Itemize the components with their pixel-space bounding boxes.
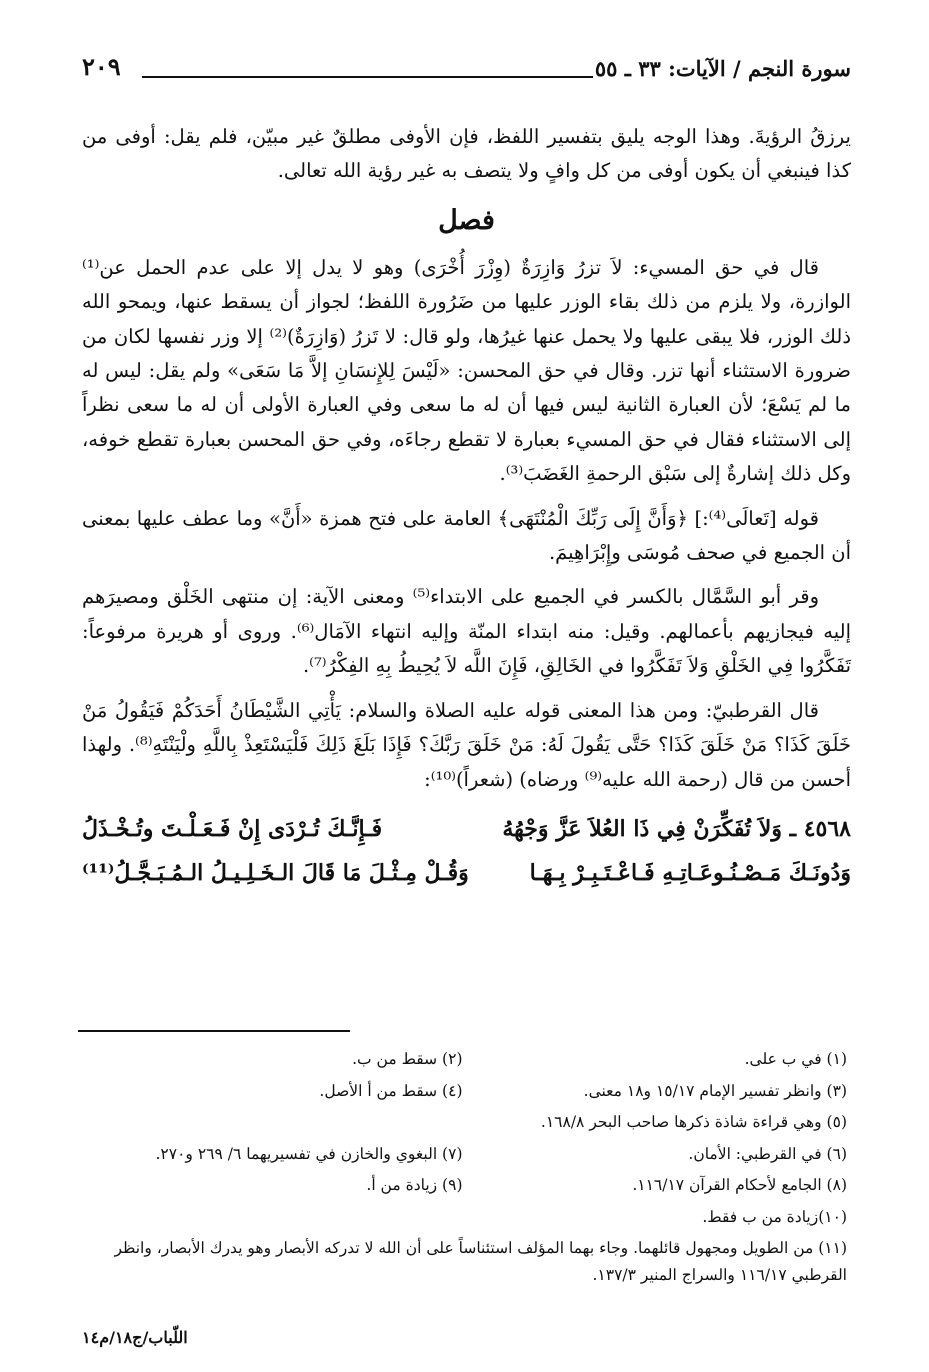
verse-hemistich-1a bbox=[502, 807, 851, 851]
paragraph-3: وقر أبو السَّمَّال بالكسر في الجميع على الابتداء⁽⁵⁾ ومعنى الآية: إن منتهى الخَلْق ومصيرَهم إليه فيجازيهم بأعمالهم. وقيل: منه ابتداء المنّة وإليه انتهاء الآمَال⁽⁶⁾. وروى أو هريرة مرفوعاً: تَفَكَّرُوا فِي الخَلْقِ وَلاَ تَفَكَّرُوا في الخَالِقِ، فَإِنَ اللَّه لاَ يُحِيطُ بِهِ الفِكْرُ⁽⁷⁾. bbox=[82, 585, 852, 678]
footnote-separator bbox=[78, 1030, 350, 1032]
verse-text-1a: وَلاَ تُفَكِّرَنْ فِي ذَا العُلاَ عَزَّ وَجْهُهُ bbox=[502, 815, 782, 842]
paragraph-1: قال في حق المسيء: لاَ تزرُ وَازِرَةٌ (وِزْرَ أُخْرَى) وهو لا يدل إلا على عدم الحمل عن⁽¹⁾ الوازرة، ولا يلزم من ذلك بقاء الوزر عليها من ضَرُورة اللفظ؛ لجواز أن يسقط عنها، ويمحو الله ذلك الوزر، فلا يبقى عليها ولا يحمل عنها غيرُها، ولو قال: لا تَزرُ (وَازِرَةٌ)⁽²⁾ إلا وزر نفسها لكان من ضرورة الاستثناء أنها تزر. وقال في حق المحسن: «لَيْسَ لِلإِنسَانِ إلاَّ مَا سَعَى» ولم يقل: ليس له ما لم يَسْعَ؛ لأن العبارة الثانية ليس فيها أن له ما سعى وفي العبارة الأولى أن له ما سعى نظراً إلى الاستثناء فقال في حق المسيء بعبارة لا تقطع رجاءَه، وفي حق المحسن بعبارة تقطع خوفه، وكل ذلك إشارةٌ إلى سَبْق الرحمةِ الغَضَبَ⁽³⁾. bbox=[82, 255, 851, 486]
verse-line-1 bbox=[82, 807, 851, 851]
footnote-8: (٨) الجامع لأحكام القرآن ١١٦/١٧. bbox=[632, 1176, 847, 1194]
paragraph-4: قال القرطبيّ: ومن هذا المعنى قوله عليه الصلاة والسلام: يَأْتِي الشَّيْطَانُ أَحَدَكُمْ فَيَقُولُ مَنْ خَلَقَ كَذَا؟ مَنْ خَلَقَ كَذَا؟ حَتَّى يَقُولَ لَهُ: مَنْ خَلَقَ رَبَّكَ؟ فَإِذَا بَلَغَ ذَلِكَ فَلْيَسْتَعِذْ بِاللَّهِ ولْيَنْتَهِ⁽⁸⁾. ولهذا أحسن من قال (رحمة الله عليه⁽⁹⁾ ورضاه) (شعراً)⁽¹⁰⁾: bbox=[82, 698, 851, 791]
footnote-row bbox=[78, 1044, 847, 1076]
page-header bbox=[82, 50, 851, 90]
poem-verse bbox=[82, 807, 851, 895]
footnote-row bbox=[78, 1107, 847, 1139]
footnote-row bbox=[78, 1076, 847, 1108]
signature-mark: اللّباب/ج١٨/م١٤ bbox=[82, 1328, 188, 1347]
footnote-5: (٥) وهي قراءة شاذة ذكرها صاحب البحر ١٦٨/٨. bbox=[540, 1113, 847, 1131]
footnote-10: (١٠)زيادة من ب فقط. bbox=[702, 1207, 847, 1226]
verse-hemistich-2a: وَدُونَـكَ مَـصْـنُـوعَـاتِـهِ فَـاعْـتَـبِـرْ بِـهَـا bbox=[529, 859, 851, 886]
footnote-3: (٣) وانظر تفسير الإمام ١٥/١٧ و١٨ معنى. bbox=[583, 1081, 847, 1100]
footnote-11: (١١) من الطويل ومجهول قائلهما. وجاء بهما المؤلف استئناساً على أن الله لا تدركه الأبصار وهو يدرك الأبصار، وانظر القرطبي ١١٦/١٧ والسراج المنير ١٣٧/٣. bbox=[114, 1239, 847, 1284]
running-title: سورة النجم / الآيات: ٣٣ ـ ٥٥ bbox=[594, 56, 851, 81]
footnote-7: (٧) البغوي والخازن في تفسيريهما ٦/ ٢٦٩ و٢٧٠. bbox=[155, 1144, 463, 1163]
header-rule bbox=[142, 76, 593, 78]
footnote-row bbox=[78, 1170, 847, 1202]
verse-hemistich-2b: وَقُـلْ مِـثْـلَ مَا قَالَ الـخَـلِـيـلُ الـمُـبَـجَّـلُ⁽¹¹⁾ bbox=[82, 859, 469, 886]
footnote-2: (٢) سقط من ب. bbox=[352, 1050, 463, 1068]
section-heading: فصل bbox=[438, 204, 495, 236]
verse-hemistich-1b: فَـإِنَّـكَ تُـرْدَى إِنْ فَـعَـلْـتَ وتُـخْـذَلُ bbox=[82, 815, 383, 842]
footnotes bbox=[78, 1044, 847, 1289]
verse-line-2 bbox=[82, 851, 851, 895]
intro-paragraph: يرزقُ الرؤيةَ. وهذا الوجه يليق بتفسير اللفظ، فإن الأوفى مطلقٌ غير مبيّن، فلم يقل: أوفى من كذا فينبغي أن يكون أوفى من كل وافٍ ولا يتصف به غير رؤية الله تعالى. bbox=[82, 125, 851, 183]
paragraph-2: قوله [تَعالَى⁽⁴⁾:] ﴿وَأَنَّ إِلَى رَبِّكَ الْمُنْتَهَى﴾ العامة على فتح همزة «أَنَّ» وما عطف عليها بمعنى أن الجميع في صحف مُوسَى وإِبْرَاهِيمَ. bbox=[82, 506, 851, 565]
footnote-1: (١) في ب على. bbox=[744, 1050, 847, 1068]
main-text bbox=[82, 120, 851, 895]
page-number: ٢٠٩ bbox=[82, 52, 121, 81]
footnote-4: (٤) سقط من أ الأصل. bbox=[319, 1081, 463, 1100]
footnote-6: (٦) في القرطبي: الأمان. bbox=[688, 1144, 847, 1163]
footnote-9: (٩) زيادة من أ. bbox=[366, 1176, 463, 1194]
verse-number: ٤٥٦٨ ـ bbox=[789, 815, 851, 842]
footnote-row bbox=[78, 1139, 847, 1171]
footnote-row bbox=[78, 1202, 847, 1234]
